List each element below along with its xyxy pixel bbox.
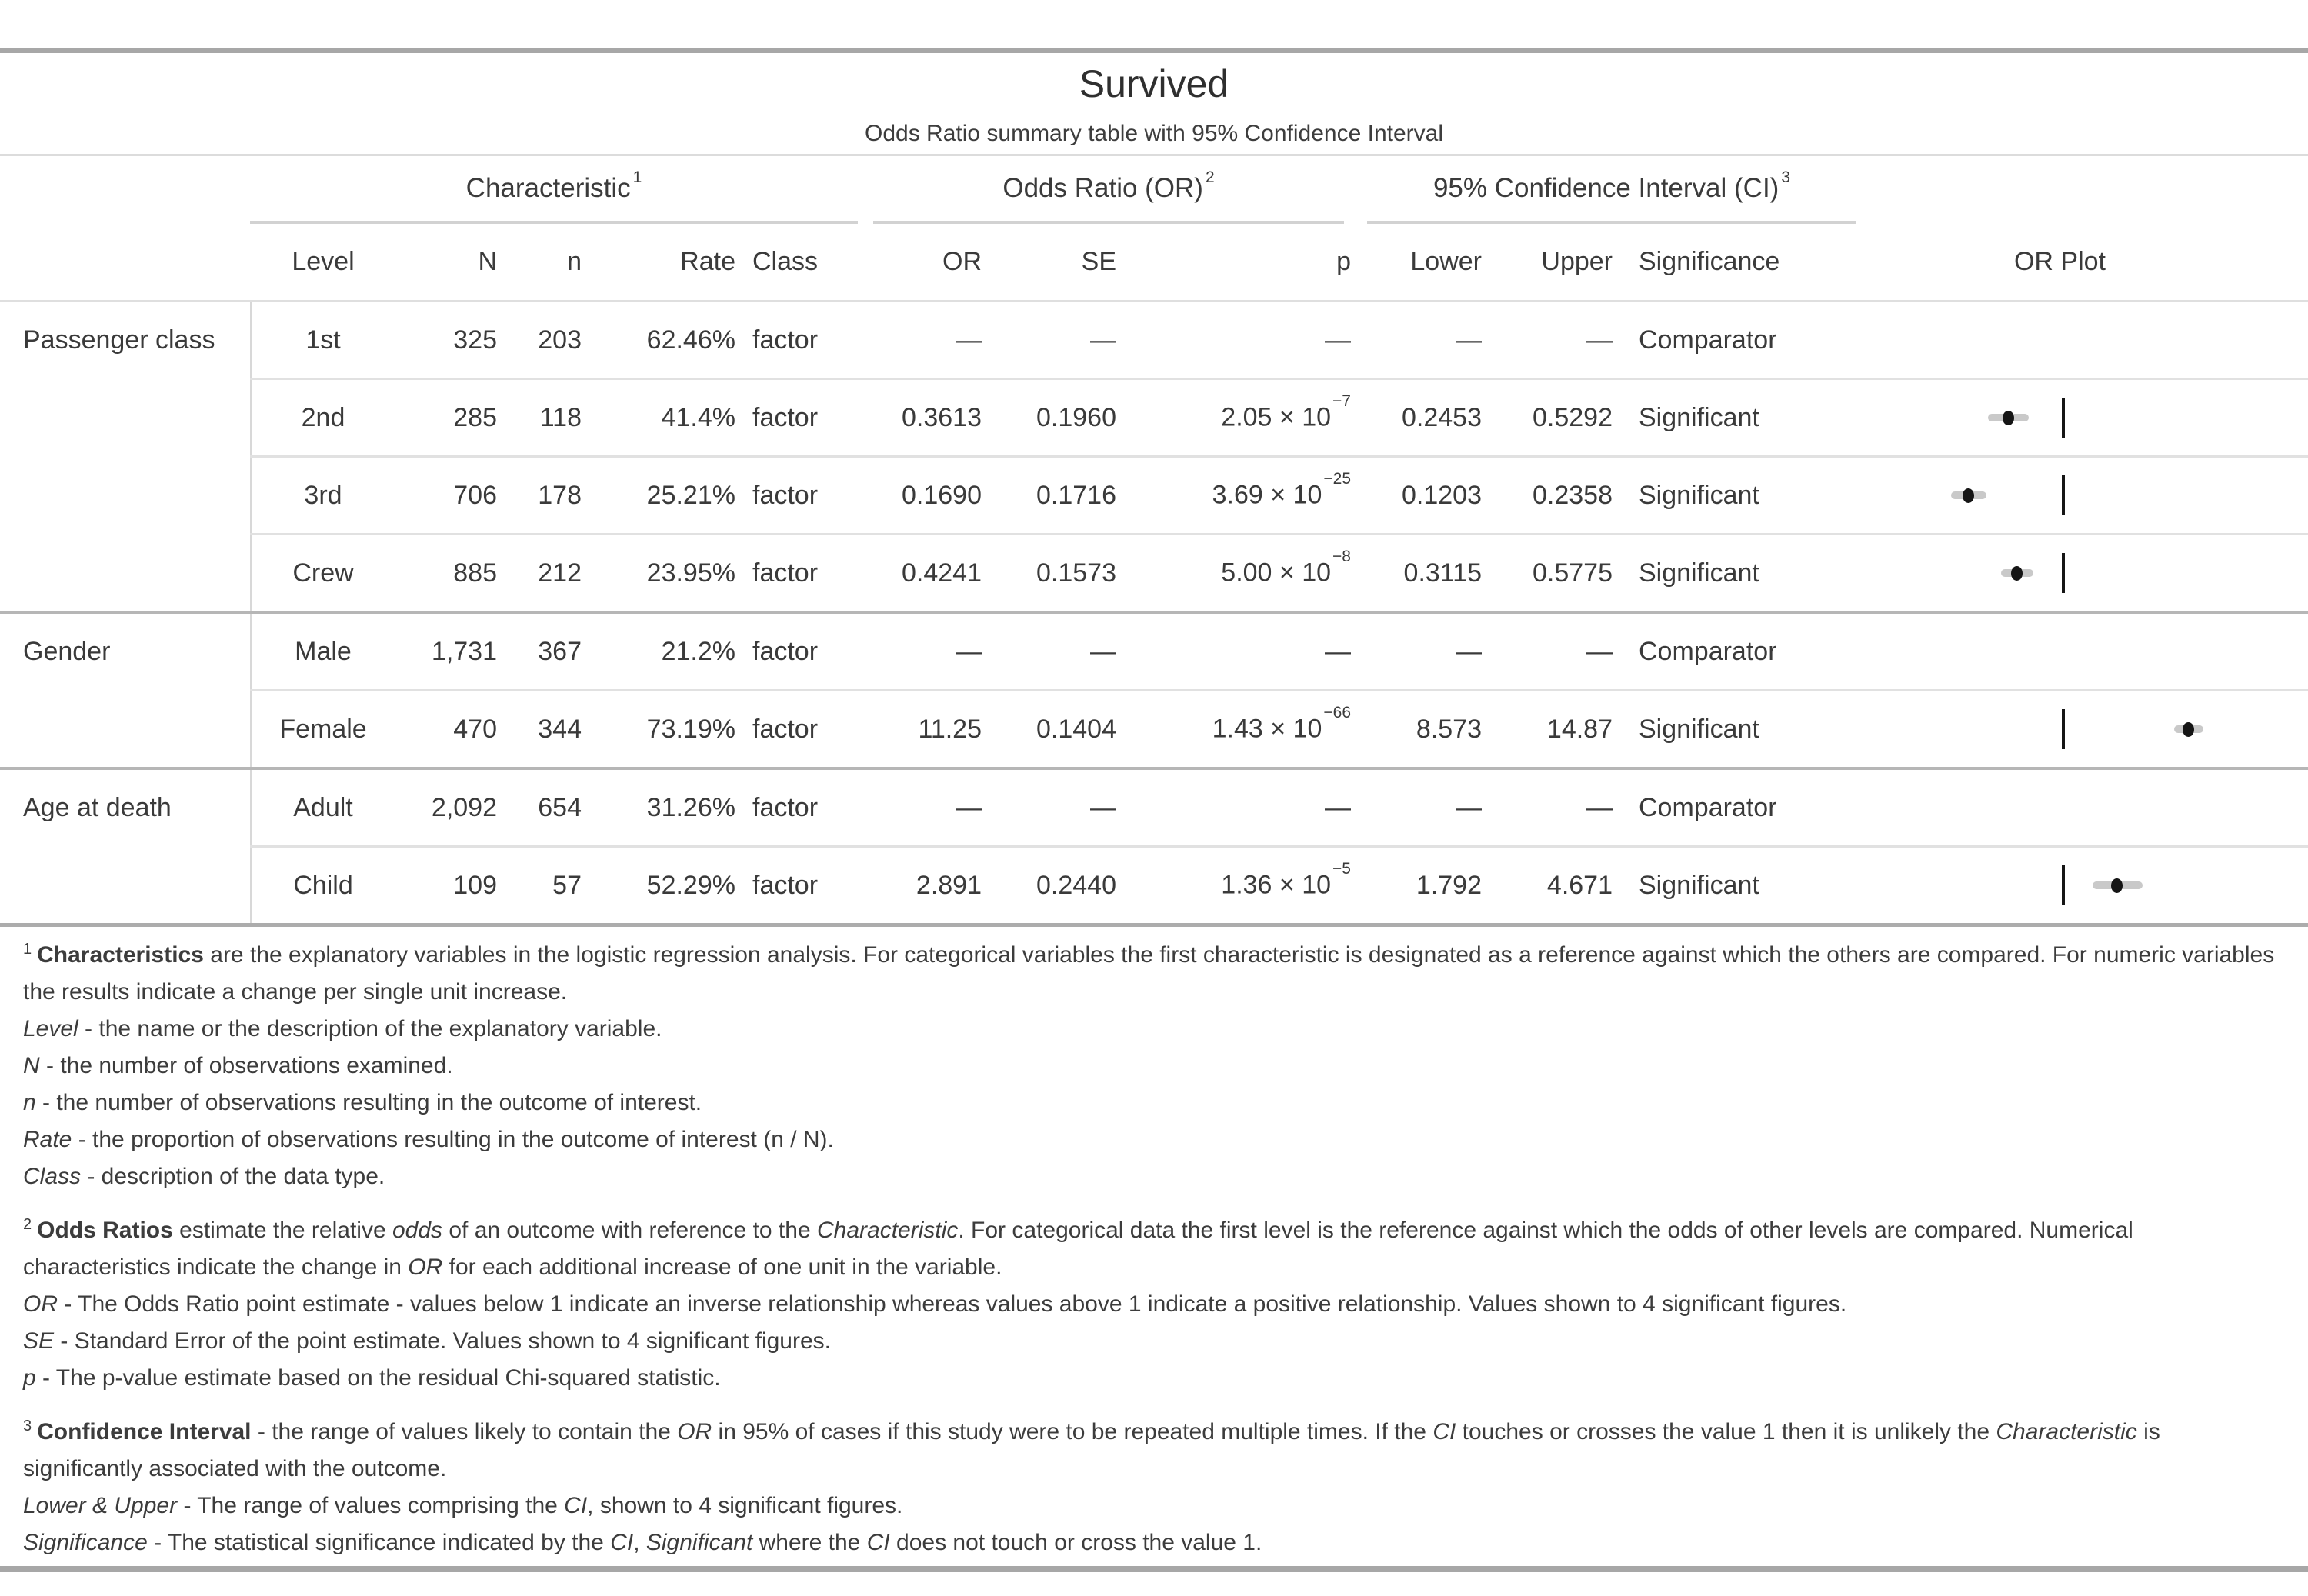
cell-upper: — bbox=[1586, 792, 1613, 822]
group-header-spacer bbox=[0, 156, 250, 224]
text-run: odds bbox=[392, 1218, 443, 1243]
row-separator-rule bbox=[250, 845, 2308, 848]
page-subtitle: Odds Ratio summary table with 95% Confidence Interval bbox=[864, 121, 1444, 146]
cell-N: 285 bbox=[453, 402, 497, 432]
column-header-se: SE bbox=[1081, 247, 1116, 276]
text-run: OR bbox=[23, 1291, 58, 1317]
cell-upper: — bbox=[1586, 636, 1613, 666]
column-header-rate: Rate bbox=[680, 247, 735, 276]
column-group-header-row bbox=[0, 156, 2308, 224]
cell-upper: 0.5775 bbox=[1533, 558, 1613, 588]
column-header-or: OR bbox=[942, 247, 982, 276]
cell-or: — bbox=[956, 636, 982, 666]
text-run: CI bbox=[1432, 1419, 1456, 1444]
cell-p bbox=[1127, 470, 1362, 510]
or-plot bbox=[1812, 458, 2308, 533]
table-row bbox=[0, 380, 2308, 455]
cell-lower: 0.2453 bbox=[1402, 402, 1482, 432]
text-run: Characteristic bbox=[1996, 1419, 2137, 1444]
cell-or: 2.891 bbox=[916, 870, 982, 900]
cell-level: Child bbox=[293, 870, 353, 900]
table-row bbox=[0, 691, 2308, 767]
or-dot bbox=[2183, 722, 2194, 737]
footnote-marker: 3 bbox=[23, 1418, 32, 1434]
group-header-characteristic bbox=[250, 156, 858, 224]
cell-lower: — bbox=[1456, 325, 1482, 355]
cell-lower: 0.3115 bbox=[1403, 558, 1482, 588]
footnote-ref-2: 2 bbox=[1205, 168, 1215, 186]
p-value-exponent: −8 bbox=[1332, 548, 1351, 566]
table-row bbox=[0, 302, 2308, 378]
cell-rate: 21.2% bbox=[661, 636, 735, 666]
cell-p bbox=[1127, 325, 1362, 355]
cell-N: 1,731 bbox=[431, 636, 497, 666]
footnote-line bbox=[23, 1286, 2285, 1323]
text-run: , shown to 4 significant figures. bbox=[587, 1493, 903, 1518]
cell-rate: 23.95% bbox=[646, 558, 735, 588]
text-run: - The Odds Ratio point estimate - values below 1 indicate an inverse relationship whereas values above 1 indicate a positive relationship. Values shown to 4 significant figures. bbox=[58, 1291, 1847, 1317]
cell-class: factor bbox=[752, 714, 819, 744]
cell-lower: 1.792 bbox=[1416, 870, 1482, 900]
text-run: SE bbox=[23, 1328, 55, 1354]
footnote bbox=[23, 1212, 2285, 1397]
footnote bbox=[23, 937, 2285, 1195]
text-run: n bbox=[23, 1090, 36, 1115]
column-header-lower: Lower bbox=[1410, 247, 1482, 276]
row-separator-rule bbox=[250, 378, 2308, 380]
text-run: - the number of observations examined. bbox=[39, 1053, 453, 1078]
row-group-label: Passenger class bbox=[23, 325, 215, 355]
text-run: - the name or the description of the explanatory variable. bbox=[78, 1016, 662, 1041]
footnote-intro bbox=[23, 1212, 2285, 1286]
group-header-gap bbox=[858, 156, 873, 224]
p-value-exponent: −25 bbox=[1323, 470, 1351, 488]
cell-significance: Comparator bbox=[1639, 636, 1777, 666]
or-dot bbox=[2011, 566, 2023, 581]
text-run: of an outcome with reference to the bbox=[442, 1218, 817, 1243]
cell-lower: 8.573 bbox=[1416, 714, 1482, 744]
text-run: where the bbox=[752, 1530, 867, 1555]
footnote-line bbox=[23, 1360, 2285, 1397]
or-plot bbox=[1812, 614, 2308, 689]
column-header-significance: Significance bbox=[1639, 247, 1780, 276]
text-run: OR bbox=[408, 1254, 443, 1280]
text-run: Significant bbox=[645, 1530, 753, 1555]
or-plot bbox=[1812, 691, 2308, 767]
cell-se: 0.1404 bbox=[1036, 714, 1116, 744]
text-run: Level bbox=[23, 1016, 78, 1041]
cell-rate: 25.21% bbox=[646, 480, 735, 510]
text-run: for each additional increase of one unit in the variable. bbox=[442, 1254, 1002, 1280]
cell-level: Crew bbox=[292, 558, 354, 588]
footnote-line bbox=[23, 1158, 2285, 1195]
cell-rate: 62.46% bbox=[646, 325, 735, 355]
cell-se: — bbox=[1090, 636, 1116, 666]
cell-n: 344 bbox=[538, 714, 582, 744]
or-dot bbox=[2003, 411, 2014, 425]
table-row bbox=[0, 770, 2308, 845]
column-header-level: Level bbox=[292, 247, 355, 276]
footnote-line bbox=[23, 1524, 2285, 1561]
cell-se: 0.1573 bbox=[1036, 558, 1116, 588]
cell-lower: 0.1203 bbox=[1402, 480, 1482, 510]
reference-line bbox=[2062, 709, 2065, 749]
cell-n: 367 bbox=[538, 636, 582, 666]
p-value-base: 3.69 × 10 bbox=[1212, 480, 1322, 510]
text-run: Class bbox=[23, 1164, 82, 1189]
text-run: is significantly associated with the outcome. bbox=[23, 1419, 2160, 1481]
footnote-line bbox=[23, 1048, 2285, 1085]
or-plot bbox=[1812, 770, 2308, 845]
cell-level: 2nd bbox=[301, 402, 345, 432]
group-separator-rule bbox=[0, 767, 2308, 770]
cell-lower: — bbox=[1456, 636, 1482, 666]
text-run: are the explanatory variables in the logistic regression analysis. For categorical variables the first characteristic is designated as a reference against which the others are compared. For numeric variables the results indicate a change per single unit increase. bbox=[23, 942, 2275, 1005]
reference-line bbox=[2062, 475, 2065, 515]
cell-upper: — bbox=[1586, 325, 1613, 355]
cell-significance: Comparator bbox=[1639, 325, 1777, 355]
footnote bbox=[23, 1414, 2285, 1561]
cell-N: 706 bbox=[453, 480, 497, 510]
text-run: - description of the data type. bbox=[81, 1164, 385, 1189]
text-run: - Standard Error of the point estimate. Values shown to 4 significant figures. bbox=[54, 1328, 831, 1354]
cell-significance: Significant bbox=[1639, 558, 1759, 588]
cell-significance: Comparator bbox=[1639, 792, 1777, 822]
cell-significance: Significant bbox=[1639, 714, 1759, 744]
column-header-plot: OR Plot bbox=[2013, 247, 2106, 276]
cell-p bbox=[1127, 548, 1362, 588]
text-run: CI bbox=[610, 1530, 634, 1555]
text-run: N bbox=[23, 1053, 40, 1078]
p-value-exponent: −5 bbox=[1332, 860, 1351, 878]
table-row bbox=[0, 535, 2308, 611]
group-header-gap bbox=[1344, 156, 1367, 224]
table-bottom-rule bbox=[0, 923, 2308, 927]
or-dot bbox=[1963, 488, 1974, 503]
bottom-border-rule bbox=[0, 1566, 2308, 1572]
cell-level: Male bbox=[295, 636, 352, 666]
cell-rate: 31.26% bbox=[646, 792, 735, 822]
text-run: CI bbox=[866, 1530, 890, 1555]
text-run: Odds Ratios bbox=[37, 1218, 173, 1243]
group-header-label: Characteristic bbox=[465, 173, 631, 203]
cell-p bbox=[1127, 392, 1362, 432]
cell-n: 57 bbox=[552, 870, 582, 900]
text-run: does not touch or cross the value 1. bbox=[889, 1530, 1262, 1555]
cell-or: 0.4241 bbox=[902, 558, 982, 588]
cell-class: factor bbox=[752, 792, 819, 822]
cell-p bbox=[1127, 704, 1362, 744]
text-run: - The range of values comprising the bbox=[177, 1493, 565, 1518]
cell-N: 470 bbox=[453, 714, 497, 744]
cell-lower: — bbox=[1456, 792, 1482, 822]
or-plot bbox=[1812, 535, 2308, 611]
footnote-intro bbox=[23, 937, 2285, 1011]
cell-or: 11.25 bbox=[918, 714, 982, 744]
p-value-exponent: −66 bbox=[1323, 704, 1351, 722]
footnotes bbox=[23, 937, 2285, 1578]
column-header-N: N bbox=[478, 247, 497, 276]
text-run: Significance bbox=[23, 1530, 148, 1555]
cell-rate: 41.4% bbox=[661, 402, 735, 432]
text-run: Characteristic bbox=[816, 1218, 959, 1243]
text-run: , bbox=[633, 1530, 646, 1555]
footnote-ref-1: 1 bbox=[632, 168, 642, 186]
title-block bbox=[0, 60, 2308, 149]
cell-level: 1st bbox=[305, 325, 341, 355]
p-value-base: — bbox=[1325, 325, 1351, 355]
text-run: Characteristics bbox=[37, 942, 204, 968]
text-run: OR bbox=[677, 1419, 712, 1444]
cell-p bbox=[1127, 793, 1362, 823]
cell-or: — bbox=[956, 325, 982, 355]
cell-upper: 4.671 bbox=[1546, 870, 1613, 900]
p-value-base: — bbox=[1325, 792, 1351, 822]
cell-class: factor bbox=[752, 558, 819, 588]
group-header-label: Odds Ratio (OR) bbox=[1002, 173, 1203, 203]
footnote-line bbox=[23, 1121, 2285, 1158]
cell-level: Female bbox=[279, 714, 367, 744]
footnote-line bbox=[23, 1085, 2285, 1121]
cell-significance: Significant bbox=[1639, 870, 1759, 900]
cell-p bbox=[1127, 860, 1362, 900]
text-run: - the number of observations resulting in the outcome of interest. bbox=[35, 1090, 702, 1115]
cell-level: Adult bbox=[293, 792, 353, 822]
p-value-base: 5.00 × 10 bbox=[1221, 558, 1332, 588]
footnote-line bbox=[23, 1323, 2285, 1360]
table-row bbox=[0, 458, 2308, 533]
text-run: in 95% of cases if this study were to be repeated multiple times. If the bbox=[712, 1419, 1433, 1444]
table-row bbox=[0, 614, 2308, 689]
table-row bbox=[0, 848, 2308, 923]
row-separator-rule bbox=[250, 689, 2308, 691]
group-header-odds-ratio bbox=[873, 156, 1344, 224]
page-title: Survived bbox=[1079, 62, 1229, 105]
row-group-label: Gender bbox=[23, 636, 111, 666]
table-body bbox=[0, 302, 2308, 927]
column-header-upper: Upper bbox=[1541, 247, 1613, 276]
cell-n: 654 bbox=[538, 792, 582, 822]
text-run: CI bbox=[564, 1493, 588, 1518]
cell-upper: 0.2358 bbox=[1533, 480, 1613, 510]
p-value-base: 1.43 × 10 bbox=[1212, 714, 1322, 744]
cell-or: — bbox=[956, 792, 982, 822]
p-value-exponent: −7 bbox=[1332, 392, 1351, 411]
footnote-marker: 1 bbox=[23, 941, 32, 958]
p-value-base: 2.05 × 10 bbox=[1221, 402, 1332, 432]
reference-line bbox=[2062, 865, 2065, 905]
p-value-base: 1.36 × 10 bbox=[1221, 870, 1332, 900]
text-run: . For categorical data the first level is the reference against which the odds of other levels are compared. Numerical characteristics indicate the change in bbox=[23, 1218, 2133, 1280]
cell-se: — bbox=[1090, 792, 1116, 822]
cell-N: 325 bbox=[453, 325, 497, 355]
reference-line bbox=[2062, 553, 2065, 593]
text-run: - the proportion of observations resulting in the outcome of interest (n / N). bbox=[72, 1127, 834, 1152]
cell-rate: 52.29% bbox=[646, 870, 735, 900]
footnote-marker: 2 bbox=[23, 1216, 32, 1233]
cell-p bbox=[1127, 637, 1362, 667]
footnote-ref-3: 3 bbox=[1781, 168, 1791, 186]
footnote-line bbox=[23, 1488, 2285, 1524]
cell-class: factor bbox=[752, 402, 819, 432]
cell-N: 885 bbox=[453, 558, 497, 588]
row-separator-rule bbox=[250, 533, 2308, 535]
or-plot bbox=[1812, 848, 2308, 923]
group-header-confidence-interval bbox=[1367, 156, 1856, 224]
text-run: p bbox=[23, 1365, 36, 1391]
cell-se: — bbox=[1090, 325, 1116, 355]
footnote-line bbox=[23, 1011, 2285, 1048]
cell-class: factor bbox=[752, 480, 819, 510]
row-separator-rule bbox=[250, 455, 2308, 458]
or-dot bbox=[2111, 878, 2123, 893]
p-value-base: — bbox=[1325, 636, 1351, 666]
column-header-p: p bbox=[1336, 247, 1351, 276]
or-plot bbox=[1812, 302, 2308, 378]
cell-n: 118 bbox=[539, 402, 582, 432]
cell-upper: 14.87 bbox=[1546, 714, 1613, 744]
text-run: - The p-value estimate based on the residual Chi-squared statistic. bbox=[35, 1365, 721, 1391]
reference-line bbox=[2062, 398, 2065, 438]
group-header-spacer bbox=[1856, 156, 2308, 224]
group-separator-rule bbox=[0, 611, 2308, 614]
cell-n: 212 bbox=[538, 558, 582, 588]
text-run: estimate the relative bbox=[172, 1218, 392, 1243]
cell-n: 178 bbox=[538, 480, 582, 510]
text-run: Rate bbox=[23, 1127, 72, 1152]
cell-significance: Significant bbox=[1639, 480, 1759, 510]
text-run: Confidence Interval bbox=[37, 1419, 252, 1444]
cell-n: 203 bbox=[538, 325, 582, 355]
column-header-row bbox=[0, 224, 2308, 302]
or-plot bbox=[1812, 380, 2308, 455]
cell-or: 0.3613 bbox=[902, 402, 982, 432]
column-header-class: Class bbox=[752, 247, 819, 276]
cell-or: 0.1690 bbox=[902, 480, 982, 510]
text-run: - The statistical significance indicated by the bbox=[147, 1530, 611, 1555]
group-header-label: 95% Confidence Interval (CI) bbox=[1432, 173, 1779, 203]
cell-se: 0.2440 bbox=[1036, 870, 1116, 900]
cell-se: 0.1960 bbox=[1036, 402, 1116, 432]
top-border-rule bbox=[0, 48, 2308, 53]
text-run: - the range of values likely to contain the bbox=[251, 1419, 678, 1444]
cell-class: factor bbox=[752, 870, 819, 900]
cell-se: 0.1716 bbox=[1036, 480, 1116, 510]
cell-significance: Significant bbox=[1639, 402, 1759, 432]
row-group-label: Age at death bbox=[23, 792, 172, 822]
cell-rate: 73.19% bbox=[646, 714, 735, 744]
cell-N: 2,092 bbox=[431, 792, 497, 822]
footnote-intro bbox=[23, 1414, 2285, 1488]
column-header-n: n bbox=[567, 247, 582, 276]
cell-class: factor bbox=[752, 636, 819, 666]
cell-upper: 0.5292 bbox=[1533, 402, 1613, 432]
cell-level: 3rd bbox=[304, 480, 342, 510]
text-run: Lower & Upper bbox=[23, 1493, 178, 1518]
text-run: touches or crosses the value 1 then it is unlikely the bbox=[1456, 1419, 1996, 1444]
cell-class: factor bbox=[752, 325, 819, 355]
cell-N: 109 bbox=[453, 870, 497, 900]
